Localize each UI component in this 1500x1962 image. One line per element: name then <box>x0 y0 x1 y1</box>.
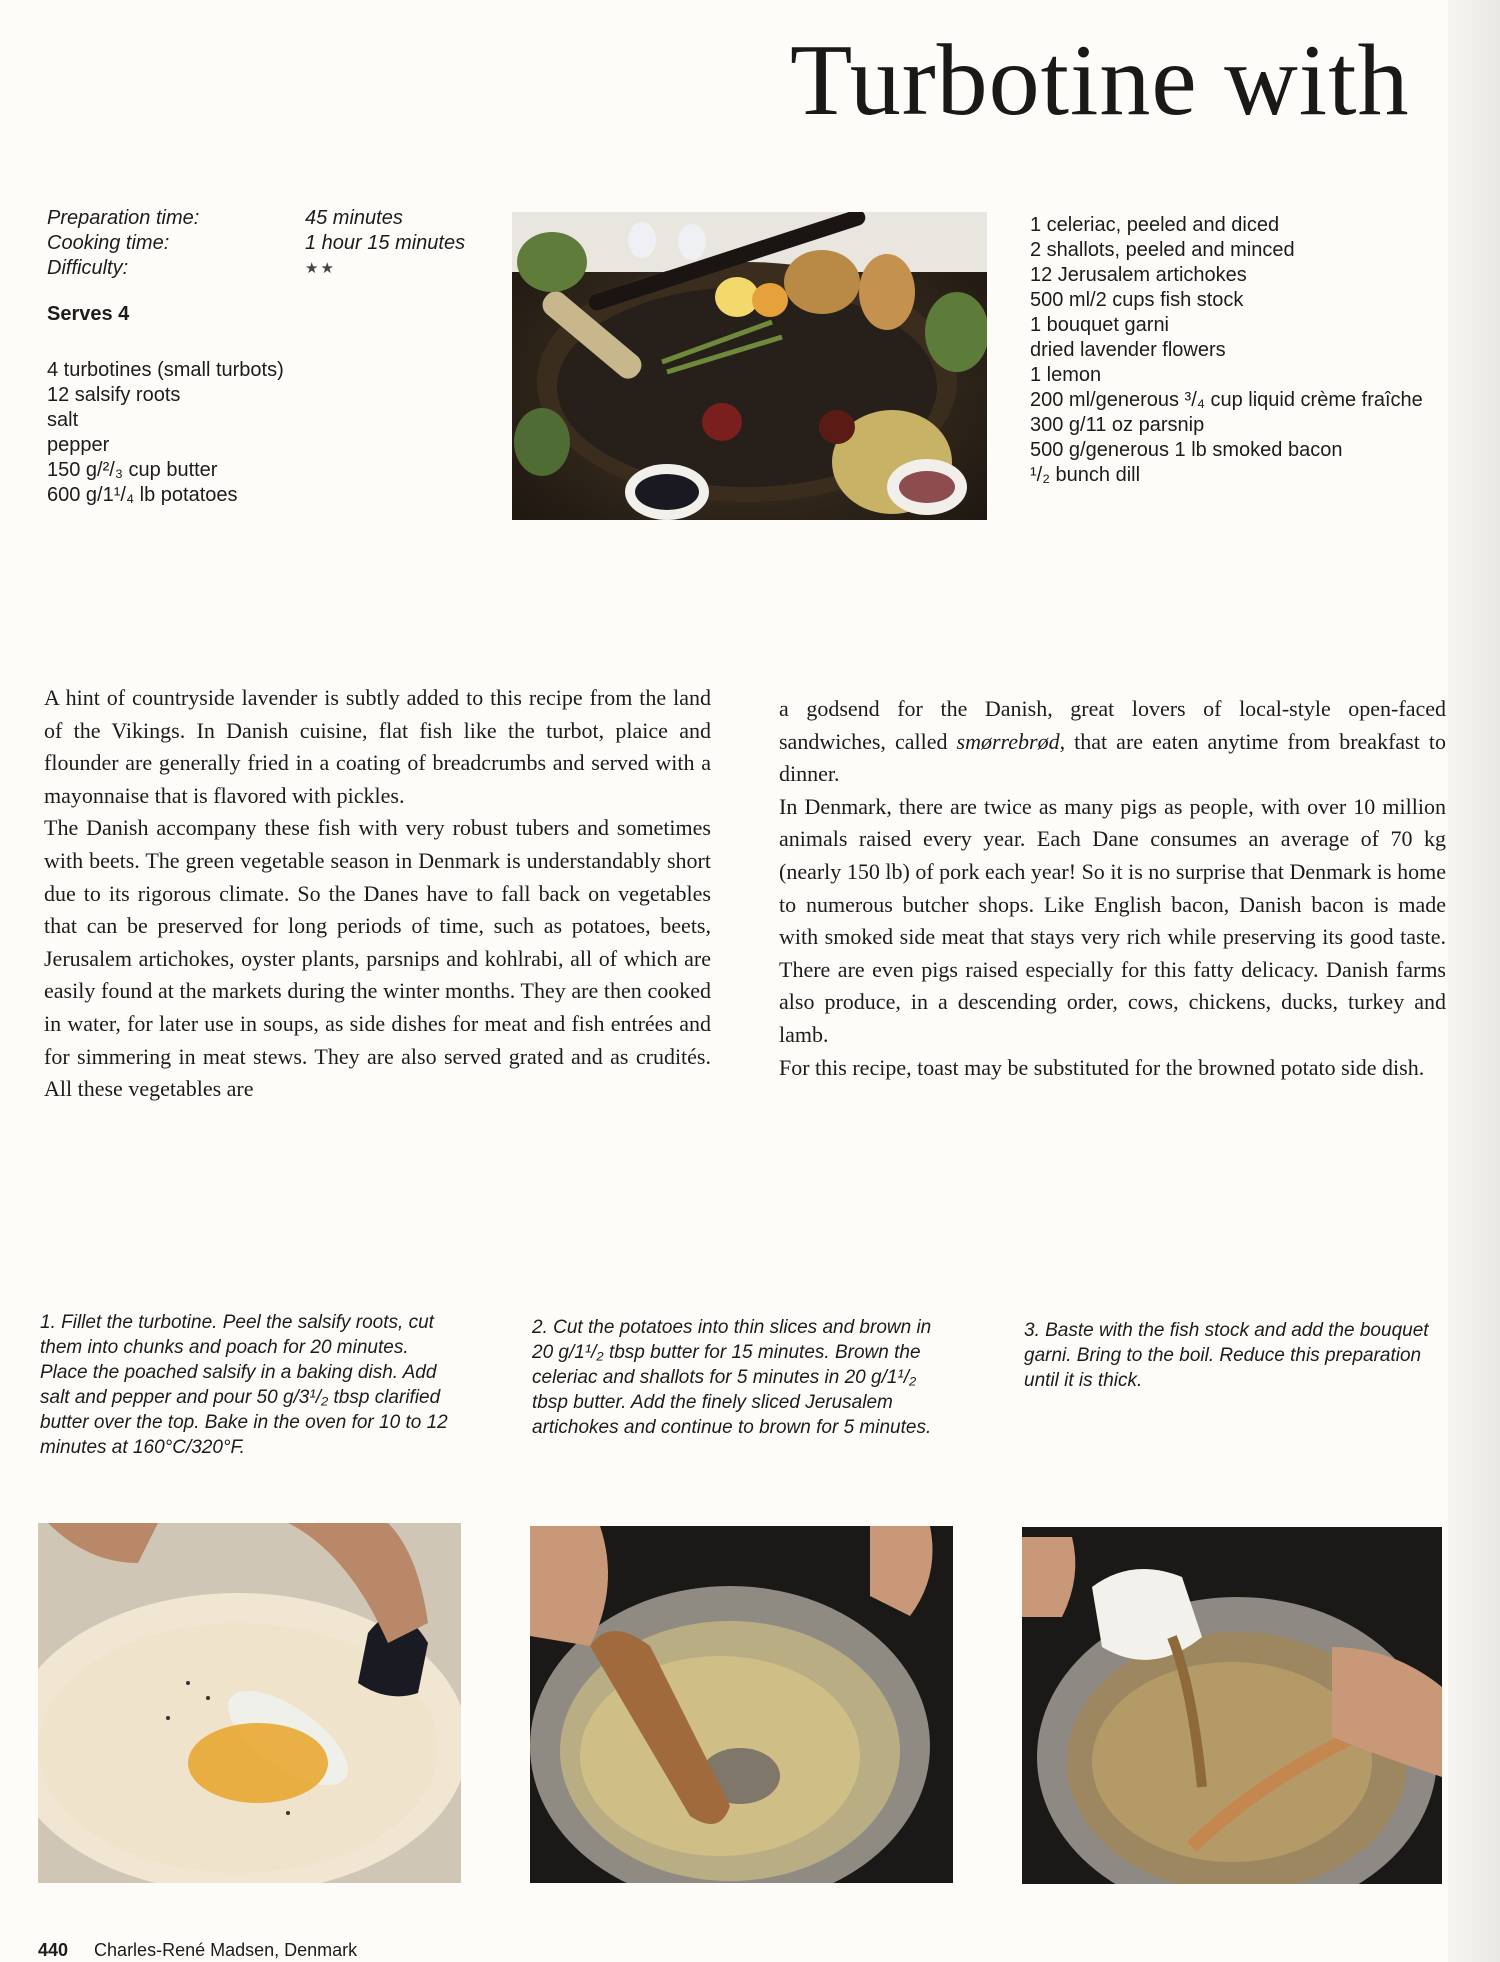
ingredient-item: 4 turbotines (small turbots) <box>47 359 284 381</box>
cook-time-value: 1 hour 15 minutes <box>305 232 466 254</box>
body-text-span: , that are eaten anytime from breakfast to dinner. <box>779 728 1446 787</box>
ingredient-item: dried lavender flowers <box>1030 339 1226 361</box>
step-2-photo <box>530 1526 953 1883</box>
step-2-text: 2. Cut the potatoes into thin slices and brown in 20 g/1¹/₂ tbsp butter for 15 minutes. Brown the celeriac and shallots for 5 minutes in 20 g/1¹/₂ tbsp butter. Add the finely sliced Jerusalem artichokes and continue to brown for 5 minutes. <box>532 1317 932 1438</box>
difficulty-row <box>47 256 465 281</box>
body-paragraph: For this recipe, toast may be substituted for the browned potato side dish. <box>779 1054 1425 1080</box>
ingredient-item: 1 bouquet garni <box>1030 314 1170 336</box>
ingredient-item: 12 Jerusalem artichokes <box>1030 264 1247 286</box>
smorrebrod-term: smørrebrød <box>956 728 1060 754</box>
difficulty-label: Difficulty: <box>47 257 129 279</box>
step-3-photo <box>1022 1527 1442 1884</box>
ingredient-item: 600 g/1¹/₄ lb potatoes <box>47 484 238 506</box>
ingredient-item: 12 salsify roots <box>47 384 181 406</box>
ingredient-item: salt <box>47 409 79 431</box>
body-text-span: a godsend for the Danish, great lovers of local-style open-faced sandwiches, called <box>779 696 1446 754</box>
ingredient-item: 1 celeriac, peeled and diced <box>1030 214 1280 236</box>
recipe-title: Turbotine with <box>790 24 1410 137</box>
ingredient-item: 150 g/²/₃ cup butter <box>47 459 218 481</box>
step-1-photo <box>38 1523 461 1883</box>
step-1-text: 1. Fillet the turbotine. Peel the salsify roots, cut them into chunks and poach for 20 minutes. Place the poached salsify in a baking dish. Add salt and pepper and pour 50 g/3¹/₂ tbsp clarified butter over the top. Bake in the oven for 10 to 12 minutes at 160°C/320°F. <box>40 1312 448 1458</box>
ingredient-item: ¹/₂ bunch dill <box>1030 464 1141 486</box>
ingredient-item: 200 ml/generous ³/₄ cup liquid crème fraîche <box>1030 389 1423 411</box>
ingredient-item: 2 shallots, peeled and minced <box>1030 239 1295 261</box>
ingredient-item: 500 ml/2 cups fish stock <box>1030 289 1244 311</box>
prep-time-row <box>47 206 465 231</box>
body-paragraph: The Danish accompany these fish with very robust tubers and sometimes with beets. The green vegetable season in Denmark is understandably short due to its rigorous climate. So the Danes have to fall back on vegetables that can be preserved for long periods of time, such as potatoes, beets, Jerusalem artichokes, oyster plants, parsnips and kohlrabi, all of which are easily found at the markets during the winter months. They are then cooked in water, for later use in soups, as side dishes for meat and fish entrées and for simmering in meat stews. They are also served grated and as crudités. All these vegetables are <box>44 815 711 1102</box>
ingredient-item: 1 lemon <box>1030 364 1102 386</box>
ingredients-photo <box>512 212 987 520</box>
chef-credit: Charles-René Madsen, Denmark <box>94 1940 358 1960</box>
prep-time-label: Preparation time: <box>47 207 200 229</box>
body-paragraph: A hint of countryside lavender is subtly added to this recipe from the land of the Vikings. In Danish cuisine, flat fish like the turbot, plaice and flounder are generally fried in a coating of breadcrumbs and served with a mayonnaise that is flavored with pickles. <box>44 685 711 808</box>
page-gutter <box>1448 0 1500 1962</box>
page-number: 440 <box>38 1940 69 1960</box>
recipe-meta <box>47 206 465 281</box>
cook-time-label: Cooking time: <box>47 232 170 254</box>
ingredient-item: pepper <box>47 434 110 456</box>
step-3-text: 3. Baste with the fish stock and add the bouquet garni. Bring to the boil. Reduce this preparation until it is thick. <box>1024 1320 1429 1391</box>
body-text-left <box>44 682 711 1106</box>
prep-time-value: 45 minutes <box>305 207 403 229</box>
ingredient-item: 300 g/11 oz parsnip <box>1030 414 1205 436</box>
cook-time-row <box>47 231 465 256</box>
body-paragraph: In Denmark, there are twice as many pigs as people, with over 10 million animals raised every year. Each Dane consumes an average of 70 kg (nearly 150 lb) of pork each year! So it is no surprise that Denmark is home to numerous butcher shops. Like English bacon, Danish bacon is made with smoked side meat that stays very rich while preserving its good taste. There are even pigs raised especially for this fatty delicacy. Danish farms also produce, in a descending order, cows, chickens, ducks, turkey and lamb. <box>779 793 1446 1047</box>
body-paragraph <box>779 693 1446 791</box>
ingredients-list-right <box>1030 213 1423 488</box>
page-footer <box>38 1940 357 1961</box>
difficulty-stars: ★★ <box>305 260 336 277</box>
serves-label: Serves 4 <box>47 303 130 325</box>
body-text-right <box>779 693 1446 1084</box>
ingredients-list-left <box>47 358 284 508</box>
ingredient-item: 500 g/generous 1 lb smoked bacon <box>1030 439 1343 461</box>
